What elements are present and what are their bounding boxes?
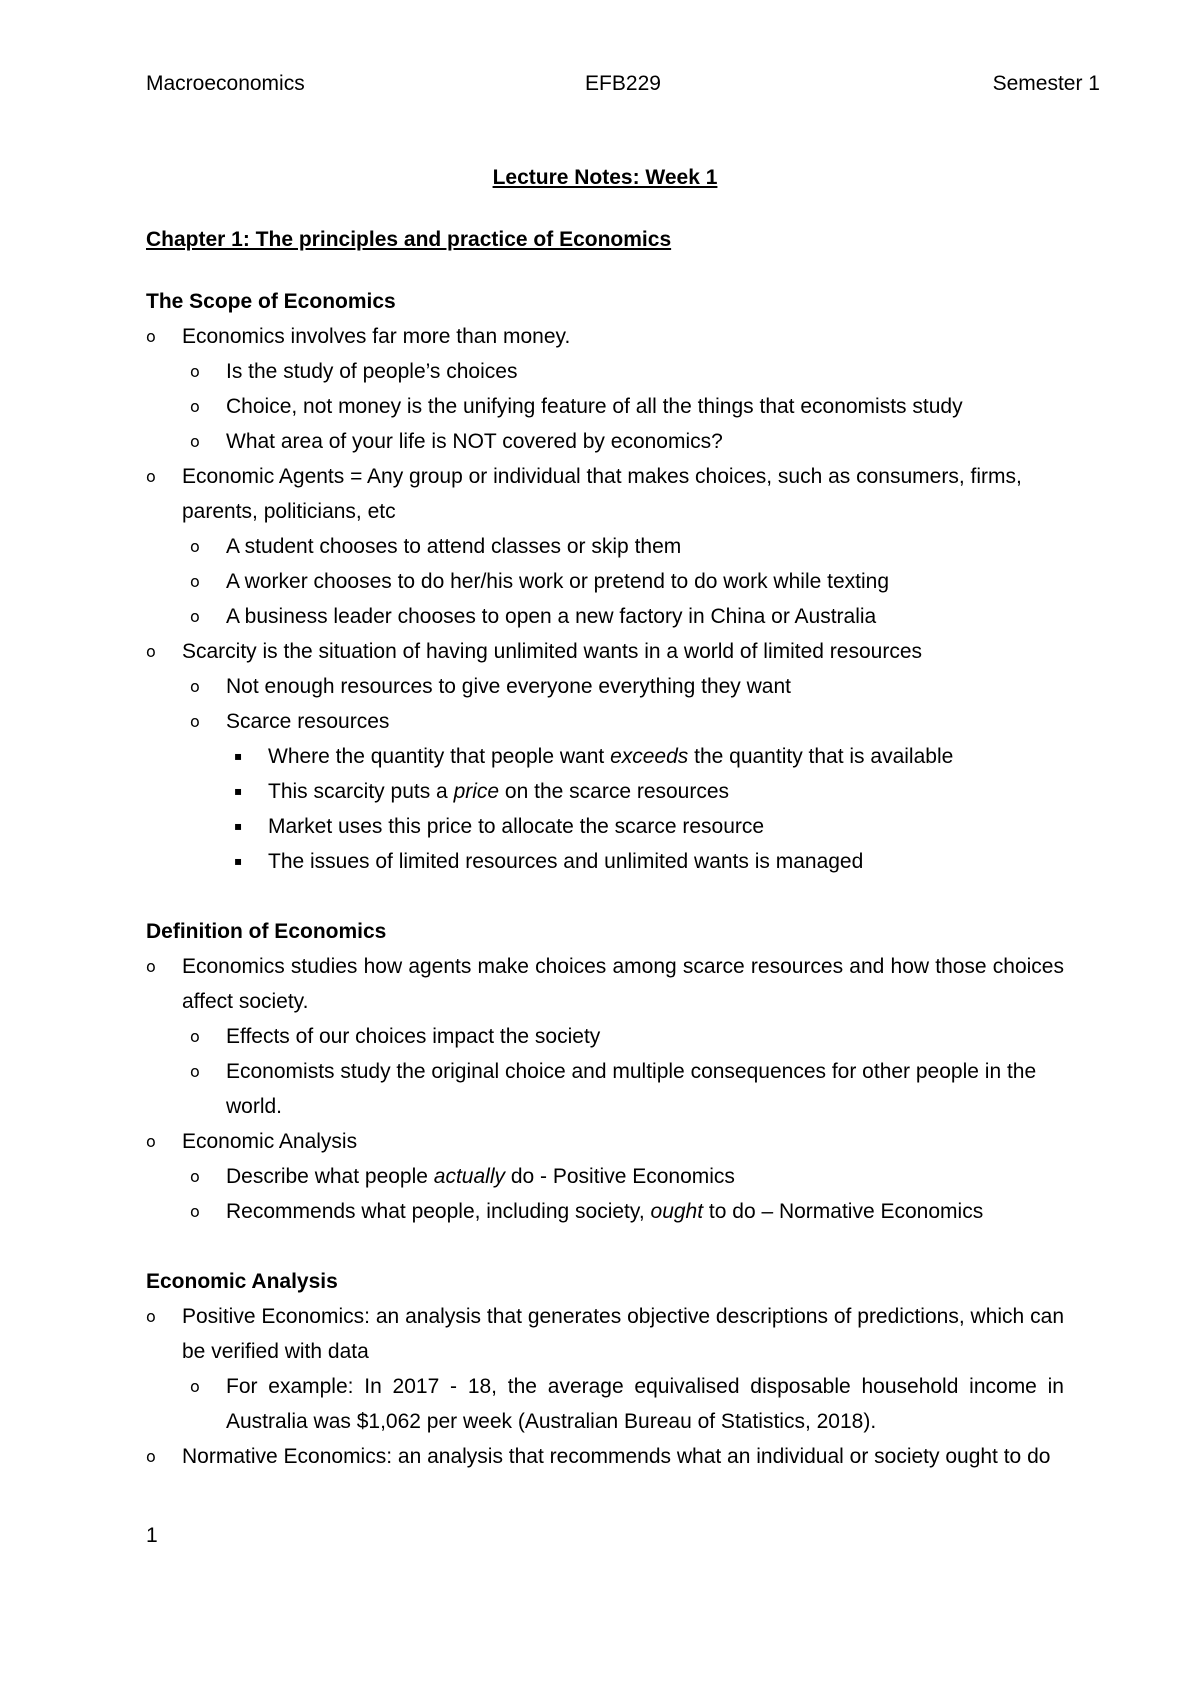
hollow-bullet-icon: o	[190, 1202, 200, 1221]
list-item: o Economics studies how agents make choices among scarce resources and how those choices affect society.	[146, 949, 1064, 1019]
section-heading-definition: Definition of Economics	[146, 920, 387, 943]
hollow-bullet-icon: o	[190, 607, 200, 626]
hollow-bullet-icon: o	[190, 677, 200, 696]
square-bullet-icon: ▪	[234, 854, 243, 868]
list-item: o Economics involves far more than money.	[146, 319, 1064, 354]
chapter-title: Chapter 1: The principles and practice of Economics	[146, 228, 672, 251]
list-item: o Economic Analysis	[146, 1124, 1064, 1159]
list-item: o Is the study of people’s choices	[146, 354, 1064, 389]
list-item: o A worker chooses to do her/his work or pretend to do work while texting	[146, 564, 1064, 599]
hollow-bullet-icon: o	[190, 1167, 200, 1186]
hollow-bullet-icon: o	[146, 467, 156, 486]
list-item: o Scarce resources	[146, 704, 1064, 739]
hollow-bullet-icon: o	[190, 432, 200, 451]
header-course-code: EFB229	[585, 72, 661, 95]
header-semester: Semester 1	[992, 72, 1100, 95]
page-number: 1	[146, 1524, 158, 1547]
document-title: Lecture Notes: Week 1	[492, 166, 718, 189]
square-bullet-icon: ▪	[234, 784, 243, 798]
list-item: o Economists study the original choice and multiple consequences for other people in the world.	[146, 1054, 1064, 1124]
section-heading-scope: The Scope of Economics	[146, 290, 396, 313]
hollow-bullet-icon: o	[190, 712, 200, 731]
list-item: ▪ This scarcity puts a price on the scarce resources	[146, 774, 1064, 809]
hollow-bullet-icon: o	[146, 1447, 156, 1466]
list-item: ▪ Where the quantity that people want exceeds the quantity that is available	[146, 739, 1064, 774]
list-item: o What area of your life is NOT covered by economics?	[146, 424, 1064, 459]
list-item: o Positive Economics: an analysis that generates objective descriptions of predictions, which can be verified with data	[146, 1299, 1064, 1369]
hollow-bullet-icon: o	[190, 1062, 200, 1081]
hollow-bullet-icon: o	[146, 642, 156, 661]
list-item: o Scarcity is the situation of having unlimited wants in a world of limited resources	[146, 634, 1064, 669]
square-bullet-icon: ▪	[234, 749, 243, 763]
list-item: o A business leader chooses to open a new factory in China or Australia	[146, 599, 1064, 634]
hollow-bullet-icon: o	[190, 397, 200, 416]
list-item: o Effects of our choices impact the society	[146, 1019, 1064, 1054]
square-bullet-icon: ▪	[234, 819, 243, 833]
list-item: o A student chooses to attend classes or skip them	[146, 529, 1064, 564]
hollow-bullet-icon: o	[146, 327, 156, 346]
hollow-bullet-icon: o	[190, 1027, 200, 1046]
list-item: o Economic Agents = Any group or individual that makes choices, such as consumers, firms, parents, politicians, etc	[146, 459, 1064, 529]
section-heading-analysis: Economic Analysis	[146, 1270, 338, 1293]
page-content	[146, 160, 1064, 1474]
list-item: o Recommends what people, including society, ought to do – Normative Economics	[146, 1194, 1064, 1229]
list-item: ▪ The issues of limited resources and unlimited wants is managed	[146, 844, 1064, 879]
list-item: ▪ Market uses this price to allocate the scarce resource	[146, 809, 1064, 844]
list-item: o Describe what people actually do - Positive Economics	[146, 1159, 1064, 1194]
list-item: o Normative Economics: an analysis that recommends what an individual or society ought to do	[146, 1439, 1064, 1474]
list-item: o For example: In 2017 - 18, the average equivalised disposable household income in Australia was $1,062 per week (Australian Bureau of Statistics, 2018).	[146, 1369, 1064, 1439]
hollow-bullet-icon: o	[190, 1377, 200, 1396]
hollow-bullet-icon: o	[190, 362, 200, 381]
hollow-bullet-icon: o	[146, 1307, 156, 1326]
list-item: o Choice, not money is the unifying feature of all the things that economists study	[146, 389, 1064, 424]
header-course-name: Macroeconomics	[146, 72, 305, 95]
list-item: o Not enough resources to give everyone everything they want	[146, 669, 1064, 704]
hollow-bullet-icon: o	[190, 537, 200, 556]
hollow-bullet-icon: o	[146, 1132, 156, 1151]
hollow-bullet-icon: o	[190, 572, 200, 591]
hollow-bullet-icon: o	[146, 957, 156, 976]
page-header	[146, 72, 1100, 104]
